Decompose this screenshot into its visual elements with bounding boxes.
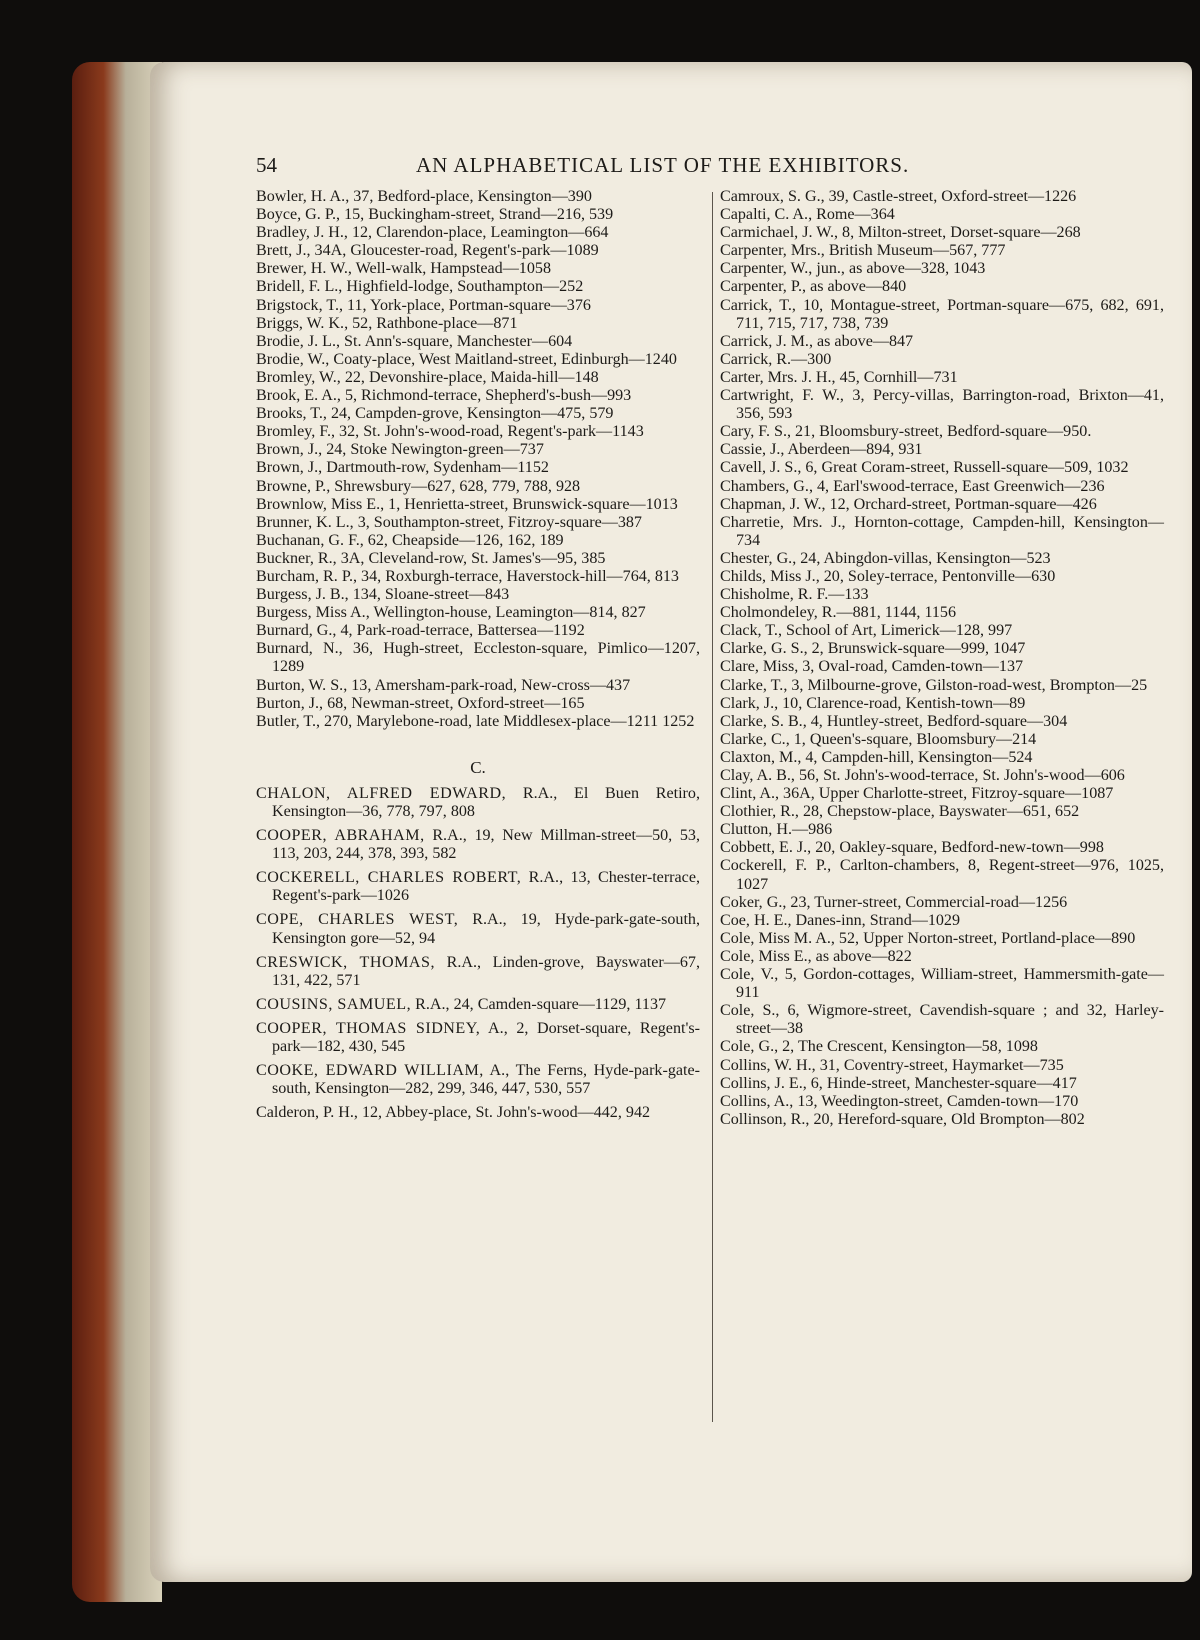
list-item: Cole, G., 2, The Crescent, Kensington—58, 1098 bbox=[720, 1038, 1038, 1056]
academician-entry bbox=[256, 996, 700, 1014]
list-item: Brodie, W., Coaty-place, West Maitland-street, Edinburgh—1240 bbox=[256, 350, 677, 368]
list-item: Carpenter, Mrs., British Museum—567, 777 bbox=[720, 242, 1006, 260]
left-column bbox=[256, 188, 700, 1122]
list-item: Camroux, S. G., 39, Castle-street, Oxford-street—1226 bbox=[720, 188, 1077, 205]
list-item: Bridell, F. L., Highfield-lodge, Southampton—252 bbox=[256, 278, 584, 296]
academician-entry bbox=[256, 954, 700, 990]
list-item: Carrick, R.—300 bbox=[720, 350, 832, 368]
list-item: Cartwright, F. W., 3, Percy-villas, Barrington-road, Brixton—41, 356, 593 bbox=[720, 387, 1164, 423]
list-item: Brooks, T., 24, Campden-grove, Kensington—475, 579 bbox=[256, 405, 614, 423]
list-item: Cavell, J. S., 6, Great Coram-street, Russell-square—509, 1032 bbox=[720, 459, 1129, 477]
academician-name: COCKERELL, CHARLES ROBERT, bbox=[256, 869, 522, 887]
book-page bbox=[150, 62, 1192, 1582]
academician-detail: A., 2, Dorset-square, Regent's-park—182, 430, 545 bbox=[272, 1019, 700, 1056]
academician-name: CRESWICK, THOMAS, bbox=[256, 953, 435, 971]
list-item: Carrick, T., 10, Montague-street, Portman-square—675, 682, 691, 711, 715, 717, 738, 739 bbox=[720, 296, 1164, 332]
page-number: 54 bbox=[256, 153, 277, 177]
list-item: Brunner, K. L., 3, Southampton-street, Fitzroy-square—387 bbox=[256, 513, 642, 531]
academician-name: COOPER, THOMAS SIDNEY, bbox=[256, 1019, 481, 1037]
left-entries-list bbox=[256, 188, 700, 731]
list-item: Burcham, R. P., 34, Roxburgh-terrace, Haverstock-hill—764, 813 bbox=[256, 567, 679, 585]
list-item: Boyce, G. P., 15, Buckingham-street, Strand—216, 539 bbox=[256, 206, 614, 224]
list-item: Bromley, F., 32, St. John's-wood-road, Regent's-park—1143 bbox=[256, 423, 644, 441]
list-item: Carpenter, W., jun., as above—328, 1043 bbox=[720, 260, 986, 278]
academician-entry bbox=[256, 1062, 700, 1098]
list-item: Bromley, W., 22, Devonshire-place, Maida-hill—148 bbox=[256, 368, 599, 386]
list-item: Cole, Miss M. A., 52, Upper Norton-street, Portland-place—890 bbox=[720, 929, 1136, 947]
list-item: Chambers, G., 4, Earl'swood-terrace, East Greenwich—236 bbox=[720, 477, 1105, 495]
list-item: Cholmondeley, R.—881, 1144, 1156 bbox=[720, 604, 957, 622]
academician-detail: R.A., 19, New Millman-street—50, 53, 113, 203, 244, 378, 393, 582 bbox=[272, 827, 700, 863]
list-item: Buckner, R., 3A, Cleveland-row, St. James's—95, 385 bbox=[256, 549, 606, 567]
list-item: Childs, Miss J., 20, Soley-terrace, Pentonville—630 bbox=[720, 567, 1056, 585]
list-item: Brown, J., Dartmouth-row, Sydenham—1152 bbox=[256, 459, 549, 477]
list-item: Collinson, R., 20, Hereford-square, Old Brompton—802 bbox=[720, 1110, 1085, 1128]
academician-name: CHALON, ALFRED EDWARD, bbox=[256, 784, 507, 802]
list-item: Brett, J., 34A, Gloucester-road, Regent's-park—1089 bbox=[256, 242, 599, 260]
list-item: Burgess, Miss A., Wellington-house, Leamington—814, 827 bbox=[256, 604, 646, 622]
list-item: Briggs, W. K., 52, Rathbone-place—871 bbox=[256, 314, 518, 332]
list-item: Cary, F. S., 21, Bloomsbury-street, Bedford-square—950. bbox=[720, 423, 1092, 441]
list-item: Clint, A., 36A, Upper Charlotte-street, Fitzroy-square—1087 bbox=[720, 785, 1114, 803]
academician-detail: R.A., Linden-grove, Bayswater—67, 131, 422, 571 bbox=[272, 953, 700, 989]
academician-entry bbox=[256, 869, 700, 905]
academician-entry bbox=[256, 911, 700, 947]
list-item: Burnard, N., 36, Hugh-street, Eccleston-square, Pimlico—1207, 1289 bbox=[256, 640, 700, 676]
list-item: Bowler, H. A., 37, Bedford-place, Kensington—390 bbox=[256, 188, 592, 205]
list-item: Brown, J., 24, Stoke Newington-green—737 bbox=[256, 441, 544, 459]
list-item: Clarke, G. S., 2, Brunswick-square—999, 1047 bbox=[720, 640, 1026, 658]
academician-detail: R.A., 24, Camden-square—1129, 1137 bbox=[411, 995, 667, 1013]
list-item: Bradley, J. H., 12, Clarendon-place, Leamington—664 bbox=[256, 224, 609, 242]
right-column bbox=[720, 188, 1164, 1129]
list-item: Chisholme, R. F.—133 bbox=[720, 586, 869, 604]
list-item: Coker, G., 23, Turner-street, Commercial-road—1256 bbox=[720, 893, 1068, 911]
list-item: Clarke, T., 3, Milbourne-grove, Gilston-road-west, Brompton—25 bbox=[720, 676, 1148, 694]
list-item: Cole, V., 5, Gordon-cottages, William-street, Hammersmith-gate—911 bbox=[720, 966, 1164, 1002]
list-item: Calderon, P. H., 12, Abbey-place, St. John's-wood—442, 942 bbox=[256, 1104, 651, 1122]
list-item: Brook, E. A., 5, Richmond-terrace, Shepherd's-bush—993 bbox=[256, 387, 632, 405]
academician-entry bbox=[256, 785, 700, 821]
list-item: Collins, A., 13, Weedington-street, Camden-town—170 bbox=[720, 1092, 1079, 1110]
column-divider bbox=[712, 192, 713, 1422]
list-item: Clark, J., 10, Clarence-road, Kentish-town—89 bbox=[720, 694, 1026, 712]
book-spine-edge bbox=[72, 62, 162, 1602]
list-item: Capalti, C. A., Rome—364 bbox=[720, 206, 895, 224]
section-heading-c: C. bbox=[470, 757, 486, 777]
academician-name: COPE, CHARLES WEST, bbox=[256, 911, 459, 929]
academician-detail: R.A., 19, Hyde-park-gate-south, Kensington gore—52, 94 bbox=[272, 911, 700, 947]
academician-name: COUSINS, SAMUEL, bbox=[256, 995, 412, 1013]
academician-entry bbox=[256, 827, 700, 863]
list-item: Carter, Mrs. J. H., 45, Cornhill—731 bbox=[720, 368, 958, 386]
list-item: Clutton, H.—986 bbox=[720, 821, 833, 839]
page-header bbox=[256, 147, 1146, 181]
list-item: Cassie, J., Aberdeen—894, 931 bbox=[720, 441, 923, 459]
list-item: Cobbett, E. J., 20, Oakley-square, Bedford-new-town—998 bbox=[720, 839, 1104, 857]
list-item: Clothier, R., 28, Chepstow-place, Bayswater—651, 652 bbox=[720, 803, 1080, 821]
list-item: Clack, T., School of Art, Limerick—128, 997 bbox=[720, 622, 1013, 640]
list-item: Collins, W. H., 31, Coventry-street, Haymarket—735 bbox=[720, 1056, 1064, 1074]
list-item: Clare, Miss, 3, Oval-road, Camden-town—137 bbox=[720, 658, 1024, 676]
list-item: Burnard, G., 4, Park-road-terrace, Battersea—1192 bbox=[256, 622, 585, 640]
list-item: Clarke, S. B., 4, Huntley-street, Bedford-square—304 bbox=[720, 712, 1068, 730]
list-item: Burton, J., 68, Newman-street, Oxford-street—165 bbox=[256, 694, 585, 712]
academician-detail: A., The Ferns, Hyde-park-gate-south, Kensington—282, 299, 346, 447, 530, 557 bbox=[272, 1062, 701, 1098]
academician-detail: R.A., 13, Chester-terrace, Regent's-park—1026 bbox=[272, 869, 700, 905]
list-item: Cole, Miss E., as above—822 bbox=[720, 947, 912, 965]
list-item: Brownlow, Miss E., 1, Henrietta-street, Brunswick-square—1013 bbox=[256, 495, 678, 513]
list-item: Carmichael, J. W., 8, Milton-street, Dorset-square—268 bbox=[720, 224, 1081, 242]
running-title: AN ALPHABETICAL LIST OF THE EXHIBITORS. bbox=[416, 153, 910, 177]
list-item: Coe, H. E., Danes-inn, Strand—1029 bbox=[720, 911, 961, 929]
list-item: Cockerell, F. P., Carlton-chambers, 8, Regent-street—976, 1025, 1027 bbox=[720, 857, 1164, 893]
list-item: Carrick, J. M., as above—847 bbox=[720, 332, 914, 350]
list-item: Burgess, J. B., 134, Sloane-street—843 bbox=[256, 586, 510, 604]
list-item: Clarke, C., 1, Queen's-square, Bloomsbury—214 bbox=[720, 730, 1037, 748]
academicians-list bbox=[256, 785, 700, 1098]
list-item: Burton, W. S., 13, Amersham-park-road, New-cross—437 bbox=[256, 676, 631, 694]
list-item: Brigstock, T., 11, York-place, Portman-square—376 bbox=[256, 296, 591, 314]
academician-name: COOKE, EDWARD WILLIAM, bbox=[256, 1062, 484, 1080]
list-item: Butler, T., 270, Marylebone-road, late Middlesex-place—1211 1252 bbox=[256, 712, 695, 730]
list-item: Claxton, M., 4, Campden-hill, Kensington—524 bbox=[720, 748, 1033, 766]
academician-entry bbox=[256, 1020, 700, 1056]
list-item: Buchanan, G. F., 62, Cheapside—126, 162, 189 bbox=[256, 531, 564, 549]
list-item: Brodie, J. L., St. Ann's-square, Manchester—604 bbox=[256, 332, 573, 350]
list-item: Charretie, Mrs. J., Hornton-cottage, Campden-hill, Kensington—734 bbox=[720, 513, 1164, 549]
list-item: Chapman, J. W., 12, Orchard-street, Portman-square—426 bbox=[720, 495, 1097, 513]
list-item: Collins, J. E., 6, Hinde-street, Manchester-square—417 bbox=[720, 1074, 1077, 1092]
right-entries-list bbox=[720, 188, 1164, 1129]
academician-detail: R.A., El Buen Retiro, Kensington—36, 778, 797, 808 bbox=[272, 784, 700, 820]
list-item: Browne, P., Shrewsbury—627, 628, 779, 788, 928 bbox=[256, 477, 581, 495]
list-item: Clay, A. B., 56, St. John's-wood-terrace, St. John's-wood—606 bbox=[720, 767, 1125, 784]
list-item: Chester, G., 24, Abingdon-villas, Kensington—523 bbox=[720, 549, 1051, 567]
list-item: Cole, S., 6, Wigmore-street, Cavendish-square ; and 32, Harley-street—38 bbox=[720, 1002, 1164, 1038]
list-item: Brewer, H. W., Well-walk, Hampstead—1058 bbox=[256, 260, 551, 278]
list-item: Carpenter, P., as above—840 bbox=[720, 278, 907, 296]
academician-name: COOPER, ABRAHAM, bbox=[256, 827, 425, 845]
